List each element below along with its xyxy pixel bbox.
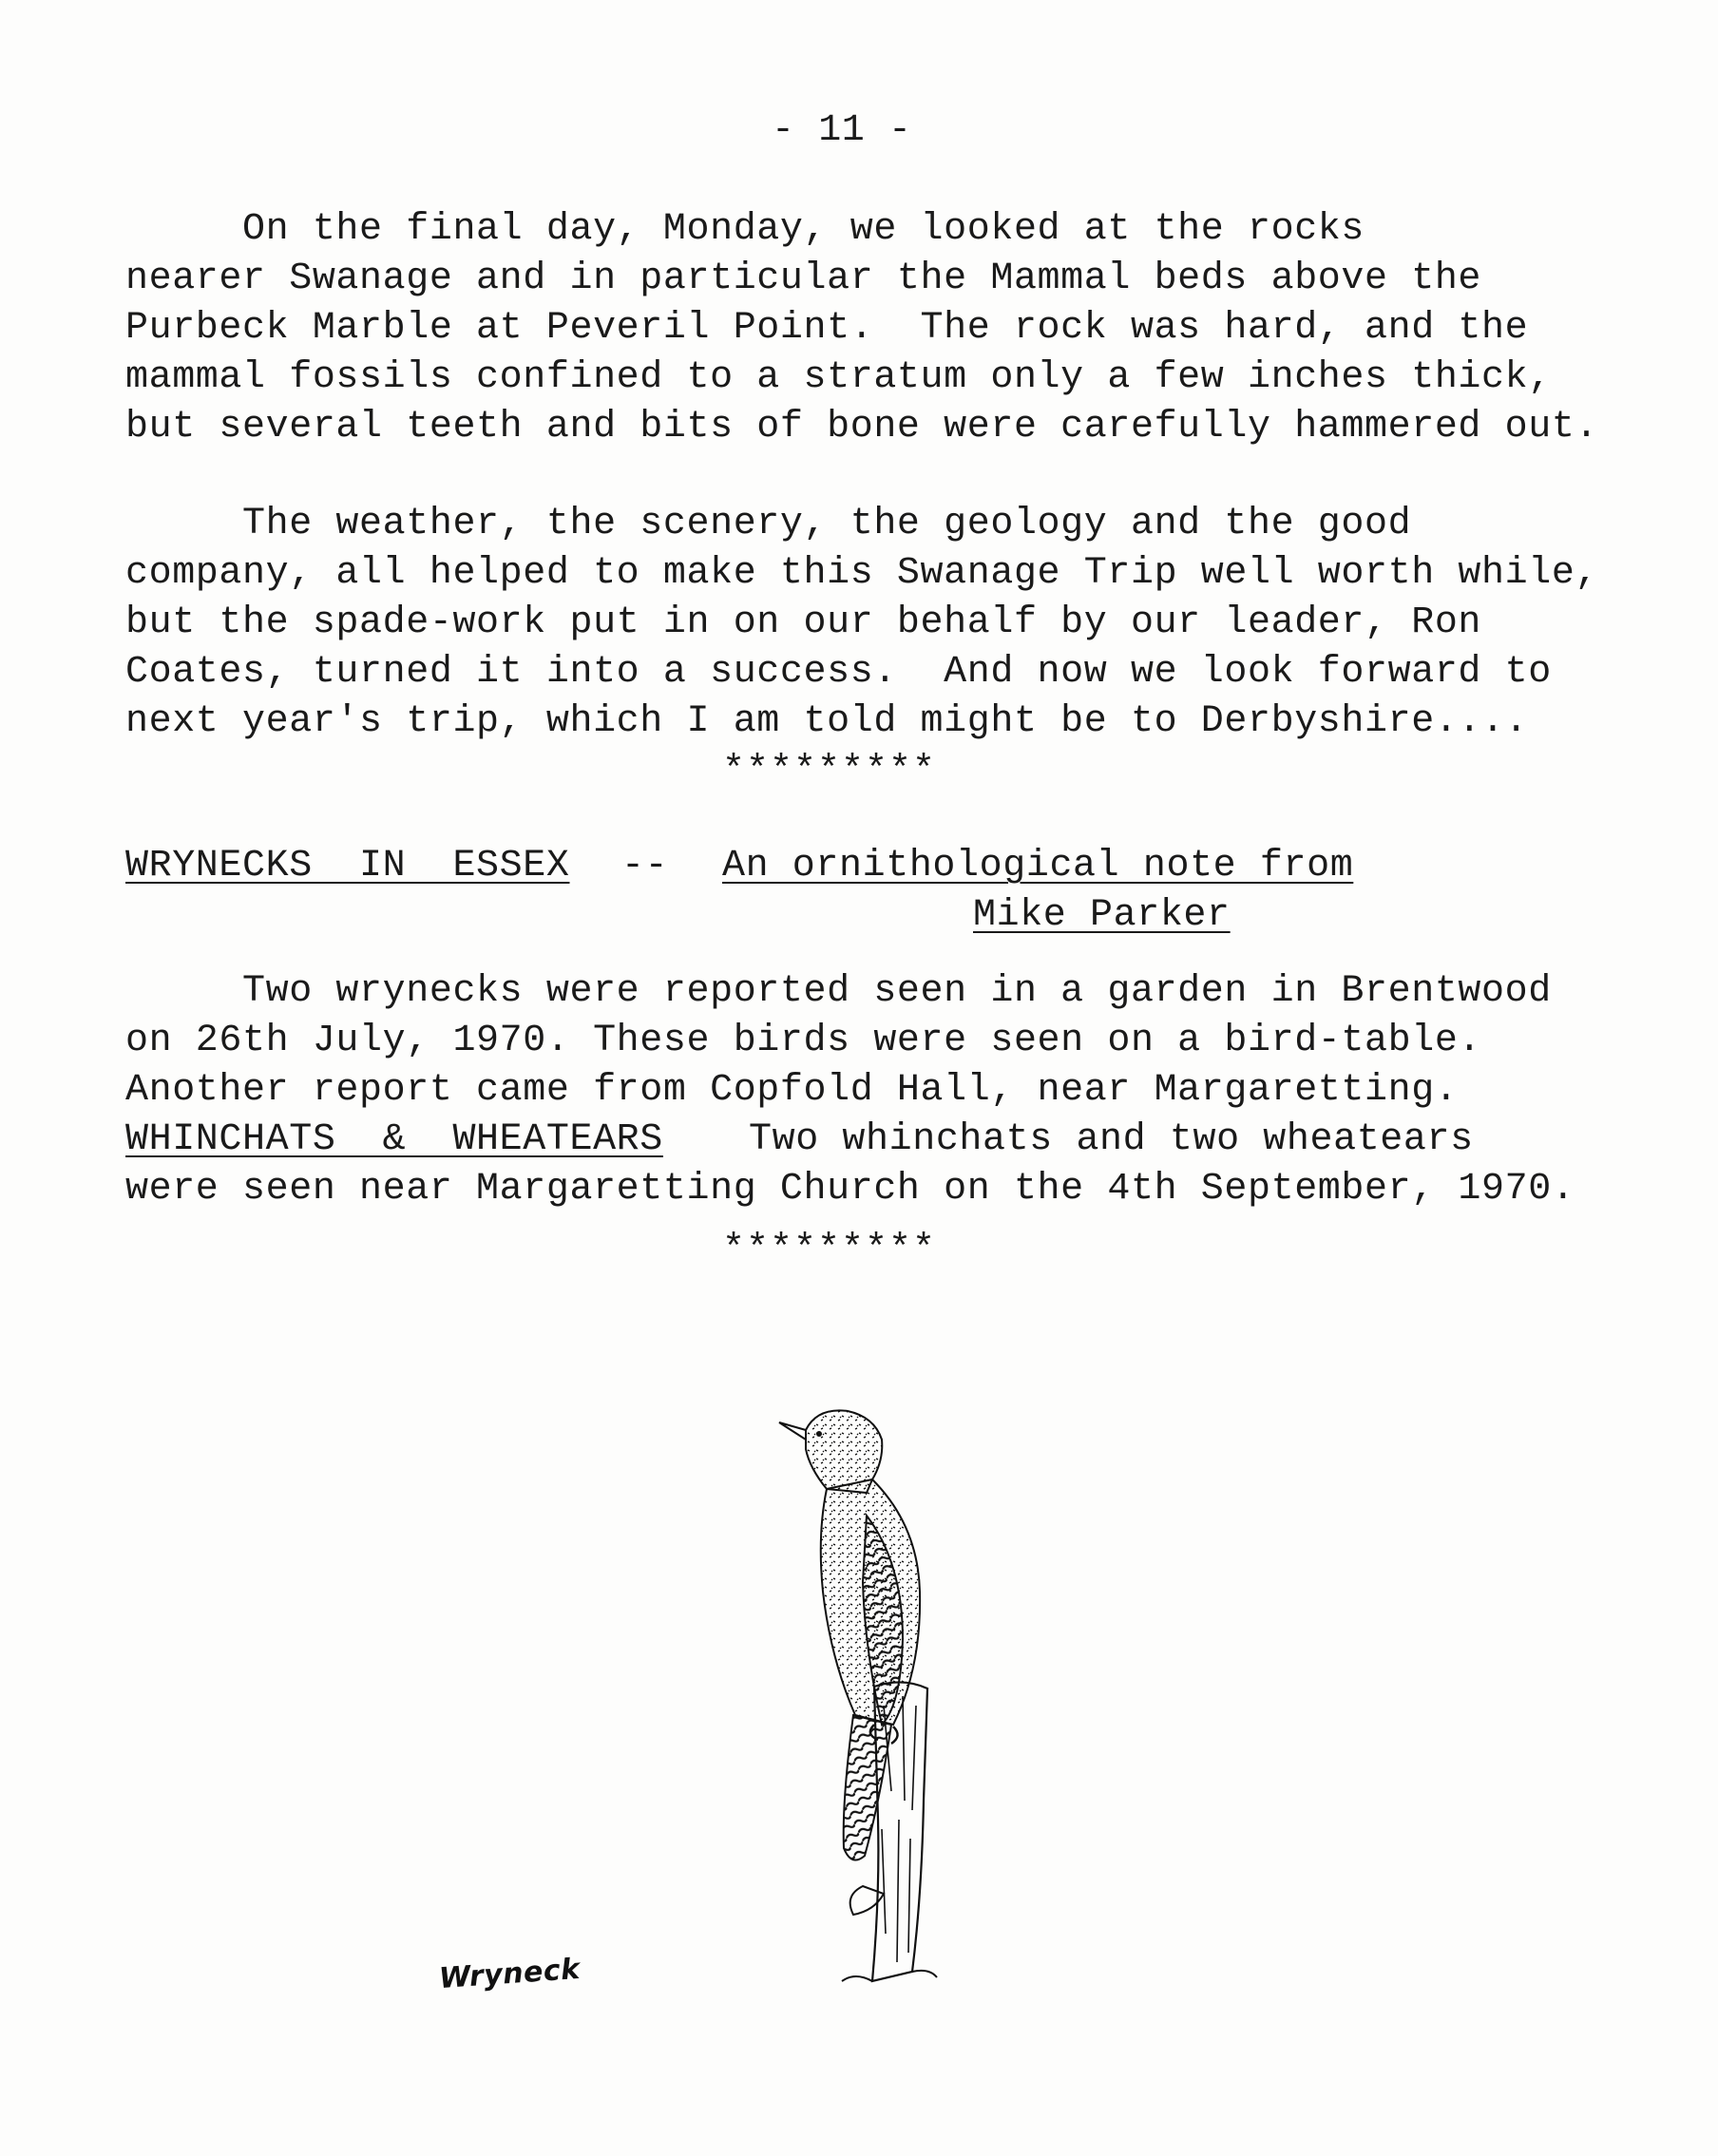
paragraph-2-line: but the spade-work put in on our behalf by our leader, Ron — [125, 601, 1482, 644]
paragraph-1-line: Purbeck Marble at Peveril Point. The rock was hard, and the — [125, 307, 1529, 350]
section-author: Mike Parker — [973, 894, 1231, 937]
heading-dash: -- — [621, 845, 669, 887]
paragraph-2-line: next year's trip, which I am told might be to Derbyshire.... — [125, 700, 1529, 743]
subsection-text: were seen near Margaretting Church on the 4th September, 1970. — [125, 1168, 1575, 1211]
section-paragraph-line: Two wrynecks were reported seen in a garden in Brentwood — [125, 970, 1552, 1013]
section-subtitle: An ornithological note from — [722, 845, 1354, 887]
subsection-text: Two whinchats and two wheatears — [749, 1118, 1474, 1161]
paragraph-1-line: nearer Swanage and in particular the Mammal beds above the — [125, 258, 1482, 300]
separator: ********* — [722, 1229, 937, 1271]
section-heading: WRYNECKS IN ESSEX — [125, 845, 570, 887]
paragraph-1-line: On the final day, Monday, we looked at the rocks — [125, 208, 1365, 251]
paragraph-1-line: but several teeth and bits of bone were carefully hammered out. — [125, 406, 1599, 448]
illustration-caption: Wryneck — [437, 1952, 582, 1996]
section-paragraph-line: on 26th July, 1970. These birds were seen on a bird-table. — [125, 1020, 1482, 1062]
subsection-heading: WHINCHATS & WHEATEARS — [125, 1118, 663, 1161]
wryneck-illustration — [760, 1402, 941, 1991]
paragraph-2-line: Coates, turned it into a success. And now we look forward to — [125, 651, 1552, 694]
paragraph-2-line: The weather, the scenery, the geology and the good — [125, 503, 1412, 545]
paragraph-2-line: company, all helped to make this Swanage Trip well worth while, — [125, 552, 1599, 595]
separator: ********* — [722, 750, 937, 792]
section-paragraph-line: Another report came from Copfold Hall, near Margaretting. — [125, 1069, 1459, 1112]
paragraph-1-line: mammal fossils confined to a stratum only a few inches thick, — [125, 356, 1552, 399]
page-number: - 11 - — [772, 109, 912, 152]
